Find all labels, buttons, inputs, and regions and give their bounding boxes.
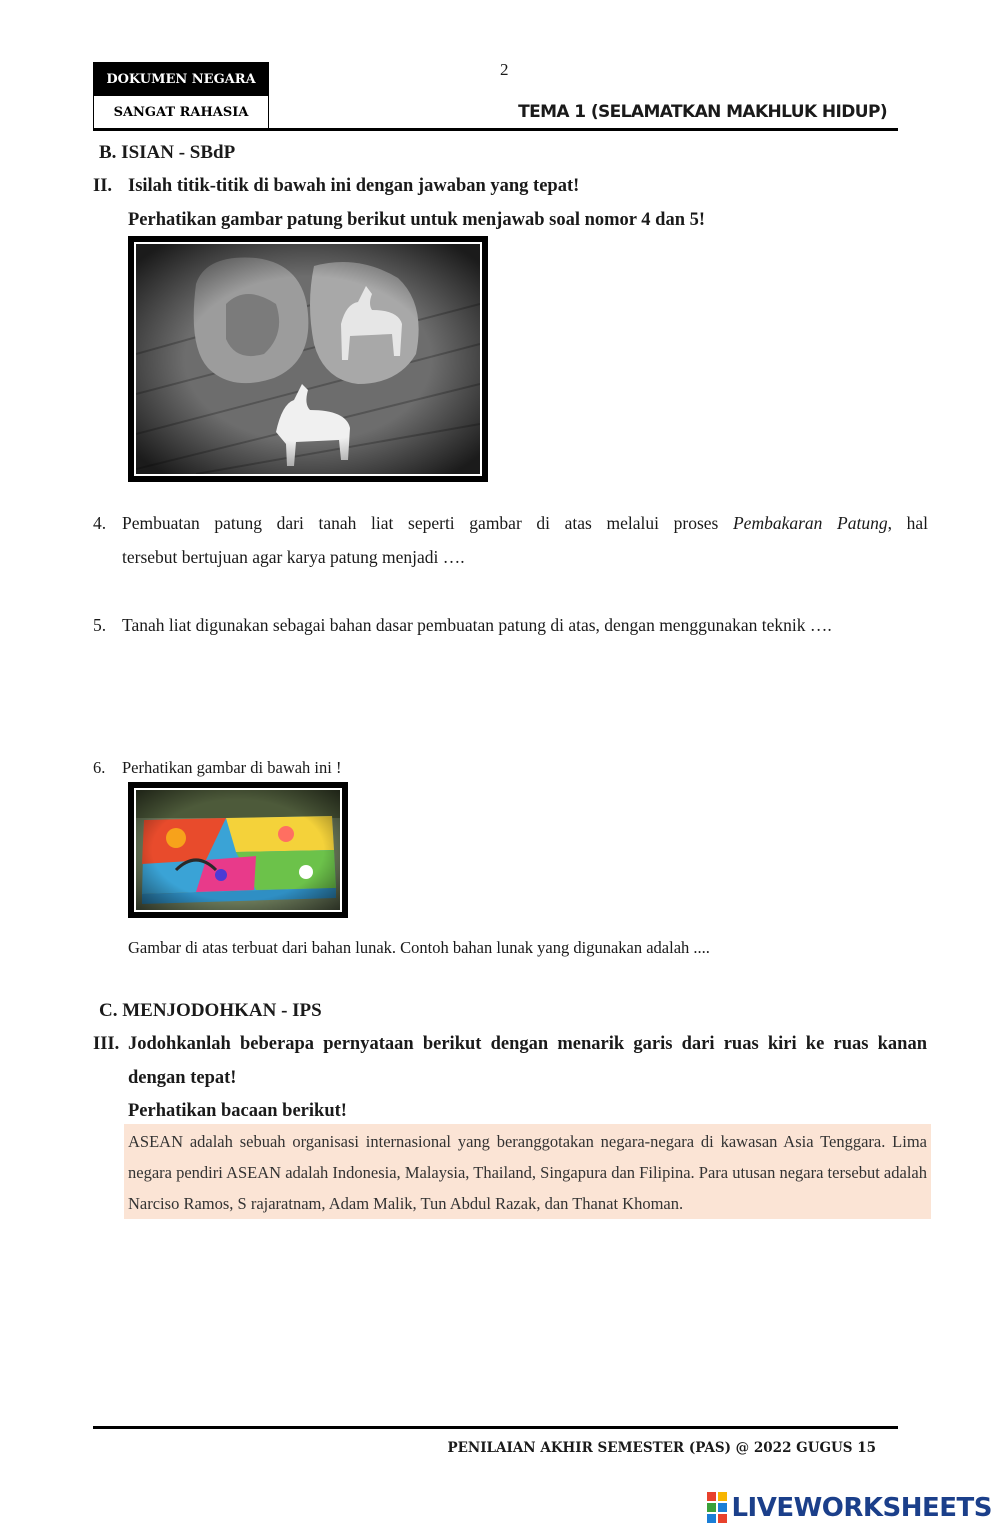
liveworksheets-logo[interactable] <box>707 1492 992 1523</box>
page-number: 2 <box>500 60 509 79</box>
question-4-italic-term: Pembakaran Patung <box>732 513 888 533</box>
section-c-instruction-line2: dengan tepat! <box>128 1068 237 1088</box>
section-b-instruction: Isilah titik-titik di bawah ini dengan jawaban yang tepat! <box>128 176 580 196</box>
clay-horse-photo <box>128 236 488 482</box>
question-4-number: 4. <box>93 513 107 533</box>
question-4-text-line2: tersebut bertujuan agar karya patung menjadi …. <box>122 547 465 567</box>
clay-artwork-image <box>136 790 340 910</box>
section-c-instruction-line1: Jodohkanlah beberapa pernyataan berikut dengan menarik garis dari ruas kiri ke ruas kanan <box>128 1034 927 1054</box>
theme-title: TEMA 1 (SELAMATKAN MAKHLUK HIDUP) <box>518 102 887 122</box>
classification-label-top: DOKUMEN NEGARA <box>93 62 269 96</box>
section-c-title: C. MENJODOHKAN - IPS <box>99 1000 322 1021</box>
footer-text: PENILAIAN AKHIR SEMESTER (PAS) @ 2022 GUGUS 15 <box>447 1440 876 1456</box>
liveworksheets-logo-icon <box>707 1492 727 1523</box>
footer-divider <box>93 1426 898 1429</box>
question-4-text-line1 <box>122 506 928 540</box>
section-b-sub-instruction: Perhatikan gambar patung berikut untuk menjawab soal nomor 4 dan 5! <box>128 210 706 230</box>
section-c-instruction-number: III. <box>93 1034 120 1054</box>
question-5-text: Tanah liat digunakan sebagai bahan dasar pembuatan patung di atas, dengan menggunakan teknik …. <box>122 615 832 635</box>
question-6-number: 6. <box>93 758 106 777</box>
question-4-text-part-end: , hal <box>887 513 928 533</box>
question-4-text-part: Pembuatan patung dari tanah liat seperti gambar di atas melalui proses <box>122 513 733 533</box>
classification-label-bottom: SANGAT RAHASIA <box>93 96 269 130</box>
question-6-followup: Gambar di atas terbuat dari bahan lunak. Contoh bahan lunak yang digunakan adalah .... <box>128 938 710 957</box>
question-5-number: 5. <box>93 615 107 635</box>
clay-horse-image <box>136 244 480 474</box>
question-6-text: Perhatikan gambar di bawah ini ! <box>122 758 342 777</box>
header-divider <box>93 128 898 131</box>
clay-artwork-photo <box>128 782 348 918</box>
section-c-sub-instruction: Perhatikan bacaan berikut! <box>128 1101 347 1121</box>
section-b-instruction-number: II. <box>93 176 113 196</box>
section-b-title: B. ISIAN - SBdP <box>99 142 236 163</box>
asean-reading-passage: ASEAN adalah sebuah organisasi internasional yang beranggotakan negara-negara di kawasan Asia Tenggara. Lima negara pendiri ASEAN adalah Indonesia, Malaysia, Thailand, Singapura dan Filipina. Para utusan negara tersebut adalah Narciso Ramos, S rajaratnam, Adam Malik, Tun Abdul Razak, dan Thanat Khoman. <box>124 1124 931 1219</box>
liveworksheets-brand-text: LIVEWORKSHEETS <box>731 1492 992 1523</box>
